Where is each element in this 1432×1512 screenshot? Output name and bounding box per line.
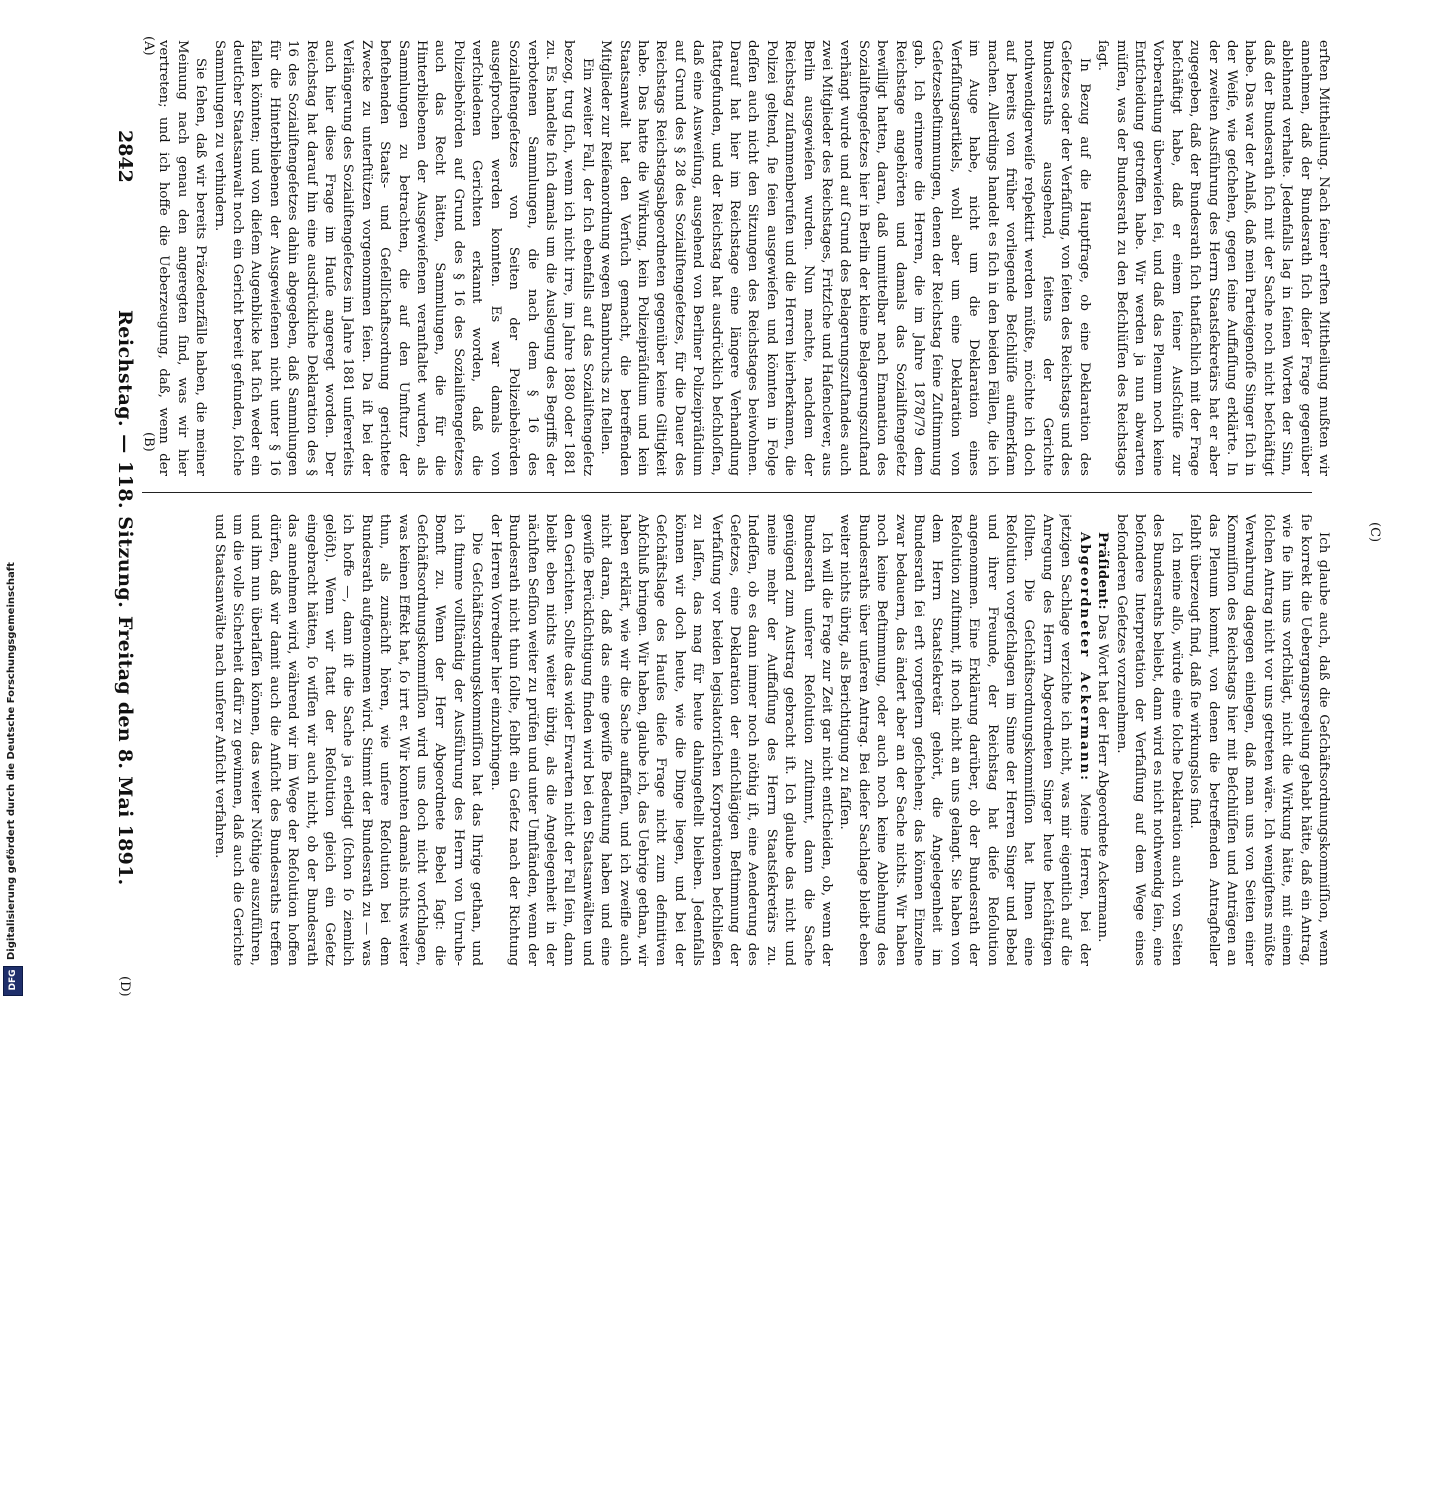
margin-marker-d: (D) — [117, 976, 132, 997]
paragraph: Ich meine alſo, würde eine ſolche Deklaration auch von Seiten des Bundesraths beliebt, dann wird es nicht nothwendig ſein, eine beſondere Interpretation der Verfaſſung auf dem Wege eines beſonderen Geſetzes vorzunehmen. — [1113, 514, 1184, 966]
left-column — [152, 40, 1332, 476]
president-statement — [1093, 514, 1111, 966]
president-text: Das Wort hat der Herr Abgeordnete Ackermann. — [1095, 614, 1111, 943]
paragraph: Die Geſchäftsordnungskommiſſion hat das Ihrige gethan, und ich ſtimme vollſtändig der Ausführung des Herrn von Unruhe-Bomſt zu. Wenn der Herr Abgeordnete Bebel ſagt: die Geſchäftsordnungskommiſſion wird uns doch nicht vorſchlagen, was keinen Effekt hat, ſo irrt er. Wir konnten damals nichts weiter thun, als zunächſt hören, wie unſere Reſolution bei dem Bundesrath aufgenommen wird. Stimmt der Bundesrath zu — was ich hoffe —, dann iſt die Sache ja erledigt (ſchon ſo ziemlich gelöſt). Wenn wir ſtatt der Reſolution gleich ein Geſetz eingebracht hätten, ſo wiſſen wir auch nicht, ob der Bundesrath das annehmen wird, während wir im Wege der Reſolution hoffen dürfen, daß wir damit auch die Anſicht des Bundesraths treffen und ihm nun überlaſſen können, das weiter Nöthige auszuführen, um die volle Sicherheit dafür zu gewinnen, daß auch die Gerichte und Staatsanwälte nach unſerer Anſicht verfahren. — [211, 514, 485, 966]
credit-text: Digitalisierung gefördert durch die Deutsche Forschungsgemeinschaft — [6, 562, 17, 960]
margin-marker-b: (B) — [141, 432, 156, 452]
running-title: Reichstag. — 118. Sitzung. — [114, 310, 136, 609]
right-column — [152, 514, 1332, 966]
paragraph: Sie ſehen, daß wir bereits Präzedenzfälle haben, die meiner Meinung nach genau den angeregten ſind, was wir hier vertreten; und ich hoffe die Ueberzeugung, daß, wenn der — [156, 40, 209, 476]
footer-credit — [4, 0, 26, 1000]
column-divider — [142, 492, 1312, 493]
paragraph: Ich glaube auch, daß die Geſchäftsordnungskommiſſion, wenn ſie korrekt die Uebergangsregelung gehabt hätte, daß ein Antrag, wie ſie ihn uns vorſchlägt, nicht die Wirkung hätte, mit einem ſolchen Antrag nicht vor uns getreten wäre. Ich wenigſtens müßte Verwahrung dagegen einlegen, daß man uns von Seiten einer Kommiſſion des Reichstags hier mit Beſchlüſſen und Anträgen an das Plenum kommt, von denen die betreffenden Antragſteller ſelbſt überzeugt ſind, daß ſie wirkungslos ſind. — [1187, 514, 1331, 966]
dfg-logo-icon — [3, 966, 23, 996]
dfg-logo-text: DFG — [8, 969, 18, 991]
paragraph: Ein zweiter Fall, der ſich ebenfalls auf das Sozialiſtengeſetz bezog, trug ſich, wenn ich nicht irre, im Jahre 1880 oder 1881 zu. Es handelte ſich damals um die Auslegung des Begriffs der verbotenen Sammlungen, die nach dem § 16 des Sozialiſtengeſetzes von Seiten der Polizeibehörden ausgeſprochen werden konnten. Es war damals von verſchiedenen Gerichten erkannt worden, daß die Polizeibehörden auf Grund des § 16 des Sozialiſtengeſetzes auch das Recht hätten, Sammlungen, die für die Hinterbliebenen der Ausgewieſenen veranſtaltet wurden, als Sammlungen zu betrachten, die auf den Umſturz der beſtehenden Staats- und Geſellſchaftsordnung gerichtete Zwecke zu unterſtützen vorgenommen ſeien. Da iſt bei der Verlängerung des Sozialiſtengeſetzes im Jahre 1881 unſererſeits auch hier diese Frage im Hauſe angeregt worden. Der Reichstag hat darauf hin eine ausdrückliche Deklaration des § 16 des Sozialiſtengeſetzes dahin abgegeben, daß Sammlungen für die Hinterbliebenen der Ausgewieſenen nicht unter § 16 fallen könnten; und von dieſem Augenblicke hat ſich weder ein deutſcher Staatsanwalt noch ein Gericht bereit gefunden, ſolche Sammlungen zu verhindern. — [211, 40, 595, 476]
page-number: 2842 — [114, 130, 136, 183]
margin-marker-c: (C) — [1367, 522, 1382, 543]
session-date: Freitag den 8. Mai 1891. — [114, 616, 136, 886]
margin-marker-a: (A) — [141, 36, 156, 56]
paragraph: In Bezug auf die Hauptfrage, ob eine Deklaration des Geſetzes oder der Verfaſſung, von ſeiten des Reichstags und des Bundesraths ausgehend, ſeitens der Gerichte nothwendigerweiſe reſpektirt werden müßte, möchte ich doch auf bereits von früher vorliegende Beſchlüſſe aufmerkſam machen. Allerdings handelt es ſich in den beiden Fällen, die ich im Auge habe, nicht um die Deklaration eines Verfaſſungsartikels, wohl aber um eine Deklaration von Geſetzesbeſtimmungen, denen der Reichstag ſeine Zuſtimmung gab. Ich erinnere die Herren, die im Jahre 1878/79 dem Reichstage angehörten und damals das Sozialiſtengeſetz bewilligt hatten, daran, daß unmittelbar nach Emanation des Sozialiſtengeſetzes hier in Berlin der kleine Belagerungszuſtand verhängt wurde und auf Grund des Belagerungszuſtandes auch zwei Mitglieder des Reichstages, Fritzſche und Haſenclever, aus Berlin ausgewieſen wurden. Nun machte, nachdem der Reichstag zuſammenberufen und die Herren hierherkamen, die Polizei geltend, ſie ſeien ausgewieſen und könnten in Folge deſſen auch nicht den Sitzungen des Reichstages beiwohnen. Darauf hat hier im Reichstage eine längere Verhandlung ſtattgefunden, und der Reichstag hat ausdrücklich beſchloſſen, daß eine Ausweiſung, ausgehend von Berliner Polizeipräſidium auf Grund des § 28 des Sozialiſtengeſetzes, für die Dauer des Reichstags Reichstagsabgeordneten gegenüber keine Giltigkeit habe. Das hatte die Wirkung, kein Polizeipräſidium und kein Staatsanwalt hat den Verſuch gemacht, die betreffenden Mitglieder zur Reiſeanordnung wegen Bannbruchs zu ſtellen. — [598, 40, 1092, 476]
speaker-label: Abgeordneter Ackermann: — [1076, 532, 1092, 783]
paragraph: Ich will die Frage zur Zeit gar nicht entſcheiden, ob, wenn der Bundesrath unſerer Reſolution zuſtimmt, dann die Sache genügend zum Austrag gebracht iſt. Ich glaube das nicht und meine mehr der Auffaſſung des Herrn Staatsſekretärs zu. Indeſſen, ob es dann immer noch nöthig iſt, eine Aenderung des Geſetzes, eine Deklaration der einſchlägigen Beſtimmung der Verfaſſung vor beiden legislatoriſchen Korporationen beſchließen zu laſſen, das mag für heute dahingeſtellt bleiben. Jedenfalls können wir doch heute, wie die Dinge liegen, und bei der Geſchäftslage des Hauſes dieſe Frage nicht zum definitiven Abſchluß bringen. Wir haben, glaube ich, das Uebrige gethan, wir haben erklärt, wie wir die Sache auffaſſen, und ich zweifle auch nicht daran, daß das eine gewiſſe Bedeutung haben und eine gewiſſe Berückſichtigung finden wird bei den Staatsanwälten und den Gerichten. Sollte das wider Erwarten nicht der Fall ſein, dann bleibt eben nichts weiter übrig, als die Angelegenheit in der nächſten Seſſion weiter zu prüfen und unter Umſtänden, wenn der Bundesrath nicht thun ſollte, ſelbſt ein Geſetz nach der Richtung der Herren Vorredner hier einzubringen. — [487, 514, 835, 966]
president-label: Präſident: — [1095, 532, 1111, 610]
speaker-text: Meine Herren, bei der jetzigen Sachlage verzichte ich nicht, was mir eigentlich auf die Anregung des Herrn Abgeordneten Singer heute beſchäftigen ſollten. Die Geſchäftsordnungskommiſſion hat Ihnen eine Reſolution vorgeſchlagen im Sinne der Herren Singer und Bebel und ihrer Freunde, der Reichstag hat dieſe Reſolution angenommen. Eine Erklärung darüber, ob der Bundesrath der Reſolution zuſtimmt, iſt noch nicht an uns gelangt. Sie haben von dem Herrn Staatsſekretär gehört, die Angelegenheit im Bundesrath ſei erſt vorgeſtern geſchehen; das können Einzelne zwar bedauern, das ändert aber an der Sache nichts. Wir haben noch keine Beſtimmung, oder auch noch keine Ablehnung des Bundesraths über unſeren Antrag. Bei dieſer Sachlage bleibt eben weiter nichts übrig, als Berichtigung zu faſſen. — [837, 514, 1092, 966]
paragraph: erſten Mittheilung. Nach ſeiner erſten Mittheilung mußten wir annehmen, daß der Bundesrath ſich dieſer Frage gegenüber ablehnend verhalte. Jedenfalls lag in ſeinen Worten der Sinn, daß der Bundesrath ſich mit der Sache noch nicht beſchäftigt habe. Das war der Anlaß, daß mein Parteigenoſſe Singer ſich in der Weiſe, wie geſchehen, gegen ſeine Auffaſſung erklärte. In der zweiten Ausführung des Herrn Staatsſekretärs hat er aber zugegeben, daß der Bundesrath ſich thatſächlich mit der Frage beſchäftigt habe, daß er einem ſeiner Ausſchüſſe zur Vorberathung überwieſen ſei, und daß das Plenum noch keine Entſcheidung getroffen habe. Wir werden ja nun abwarten müſſen, was der Bundesrath zu den Beſchlüſſen des Reichstags ſagt. — [1095, 40, 1331, 476]
speaker-statement — [835, 514, 1093, 966]
page-header — [104, 50, 144, 1512]
